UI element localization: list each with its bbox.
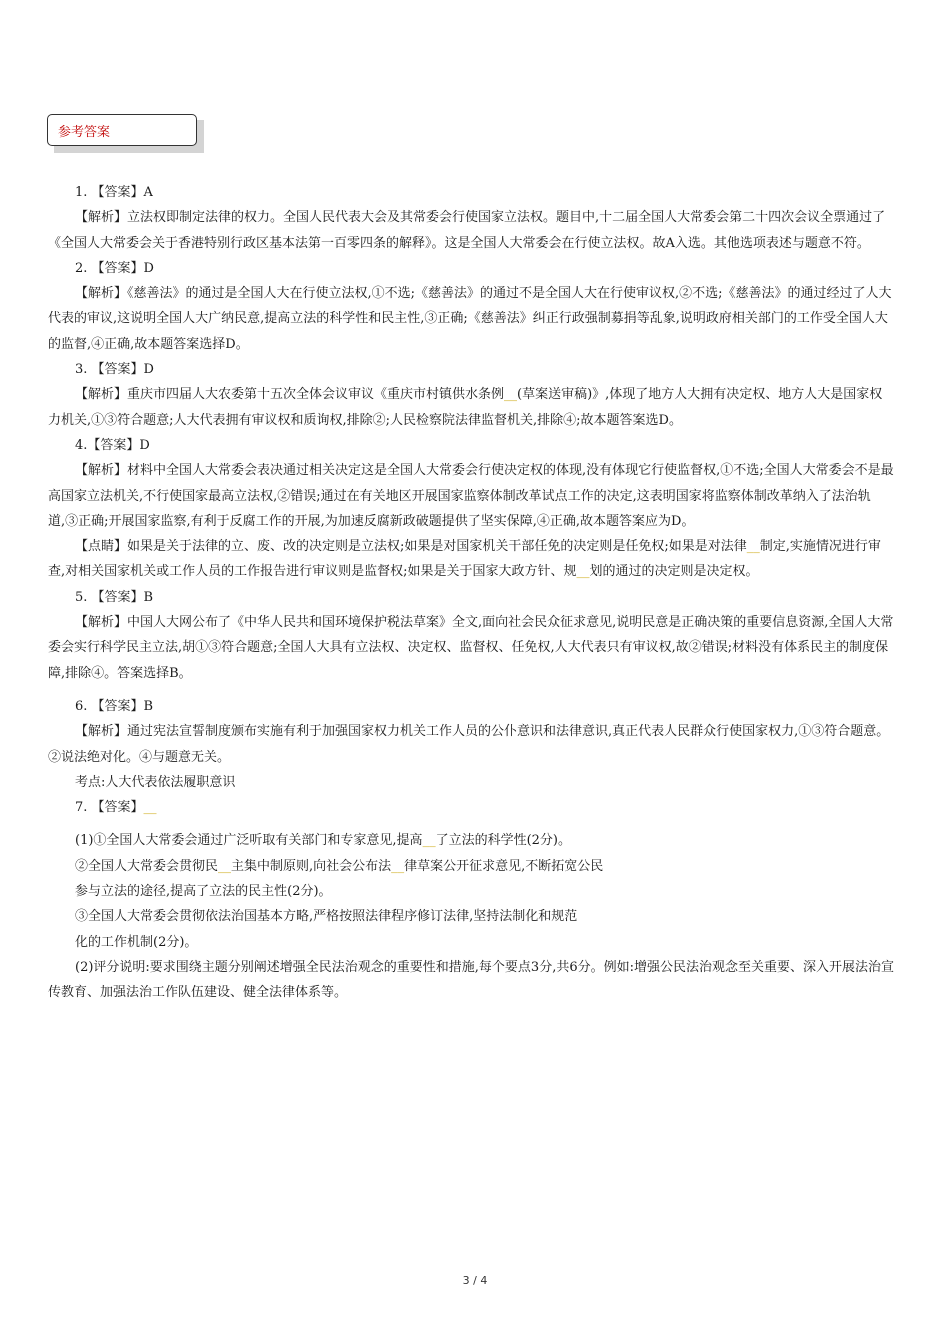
blank-mark: __	[576, 564, 590, 580]
answer-2: 2. 【答案】D	[75, 260, 154, 276]
answer-1: 1. 【答案】A	[75, 185, 153, 200]
analysis-2: 【解析】《慈善法》的通过是全国人大在行使立法权,①不选;《慈善法》的通过不是全国人大在行使审议权,②不选;《慈善法》的通过经过了人大代表的审议,这说明全国人大广纳民意,提高立法的科学性和民主性,③正确;《慈善法》纠正行政强制募捐等乱象,说明政府相关部门的工作受全国人大的监督,④正确,故本题答案选择D。	[48, 286, 892, 352]
blank-mark: __	[422, 833, 436, 849]
answer-7-part-2b: 参与立法的途径,提高了立法的民主性(2分)。	[75, 884, 332, 900]
answer-6: 6. 【答案】B	[75, 698, 154, 714]
analysis-3: 【解析】重庆市四届人大农委第十五次全体会议审议《重庆市村镇供水条例__(草案送审稿)》,体现了地方人大拥有决定权、地方人大是国家权力机关,①③符合题意;人大代表拥有审议权和质询权,排除②;人民检察院法律监督机关,排除④;故本题答案选D。	[48, 387, 883, 428]
answer-7-part-1: (1)①全国人大常委会通过广泛听取有关部门和专家意见,提高__了立法的科学性(2分)。	[75, 833, 571, 849]
answer-4: 4.【答案】D	[75, 437, 150, 453]
analysis-6: 【解析】通过宪法宣誓制度颁布实施有利于加强国家权力机关工作人员的公仆意识和法律意识,真正代表人民群众行使国家权力,①③符合题意。②说法绝对化。④与题意无关。	[48, 724, 890, 765]
answer-7-part-3b: 化的工作机制(2分)。	[75, 934, 198, 950]
tip-4: 【点睛】如果是关于法律的立、废、改的决定则是立法权;如果是对国家机关干部任免的决定则是任免权;如果是对法律__制定,实施情况进行审查,对相关国家机关或工作人员的工作报告进行审议则是监督权;如果是关于国家大政方针、规__划的通过的决定则是决定权。	[48, 539, 881, 580]
blank-mark: __	[391, 858, 405, 874]
answer-content	[48, 180, 894, 1006]
point-6: 考点:人大代表依法履职意识	[75, 774, 236, 790]
section-label: 参考答案	[58, 125, 111, 140]
answer-7: 7. 【答案】__	[75, 800, 157, 816]
answer-5: 5. 【答案】B	[75, 589, 154, 605]
section-label-box	[47, 114, 197, 146]
analysis-5: 【解析】中国人大网公布了《中华人民共和国环境保护税法草案》全文,面向社会民众征求意见,说明民意是正确决策的重要信息资源,全国人大常委会实行科学民主立法,胡①③符合题意;全国人大具有立法权、决定权、监督权、任免权,人大代表只有审议权,故②错误;材料没有体系民主的制度保障,排除④。答案选择B。	[48, 615, 894, 681]
blank-mark: __	[746, 539, 760, 555]
answer-7-part-4: (2)评分说明:要求围绕主题分别阐述增强全民法治观念的重要性和措施,每个要点3分,共6分。例如:增强公民法治观念至关重要、深入开展法治宣传教育、加强法治工作队伍建设、健全法律体系等。	[48, 959, 894, 1001]
answer-7-part-2: ②全国人大常委会贯彻民__主集中制原则,向社会公布法__律草案公开征求意见,不断拓宽公民	[75, 858, 604, 874]
answer-7-part-3: ③全国人大常委会贯彻依法治国基本方略,严格按照法律程序修订法律,坚持法制化和规范	[75, 909, 578, 925]
blank-mark: __	[143, 800, 157, 816]
analysis-1: 【解析】立法权即制定法律的权力。全国人民代表大会及其常委会行使国家立法权。题目中,十二届全国人大常委会第二十四次会议全票通过了《全国人大常委会关于香港特别行政区基本法第一百零四条的解释》。这是全国人大常委会在行使立法权。故A入选。其他选项表述与题意不符。	[48, 210, 886, 251]
blank-mark: __	[218, 858, 232, 874]
answer-3: 3. 【答案】D	[75, 362, 154, 378]
blank-mark: __	[504, 387, 518, 403]
page-number: 3 / 4	[462, 1274, 488, 1287]
analysis-4: 【解析】材料中全国人大常委会表决通过相关决定这是全国人大常委会行使决定权的体现,没有体现它行使监督权,①不选;全国人大常委会不是最高国家立法机关,不行使国家最高立法权,②错误;通过在有关地区开展国家监察体制改革试点工作的决定,这表明国家将监察体制改革纳入了法治轨道,③正确;开展国家监察,有利于反腐工作的开展,为加速反腐新政破题提供了坚实保障,④正确,故本题答案应为D。	[48, 463, 894, 529]
